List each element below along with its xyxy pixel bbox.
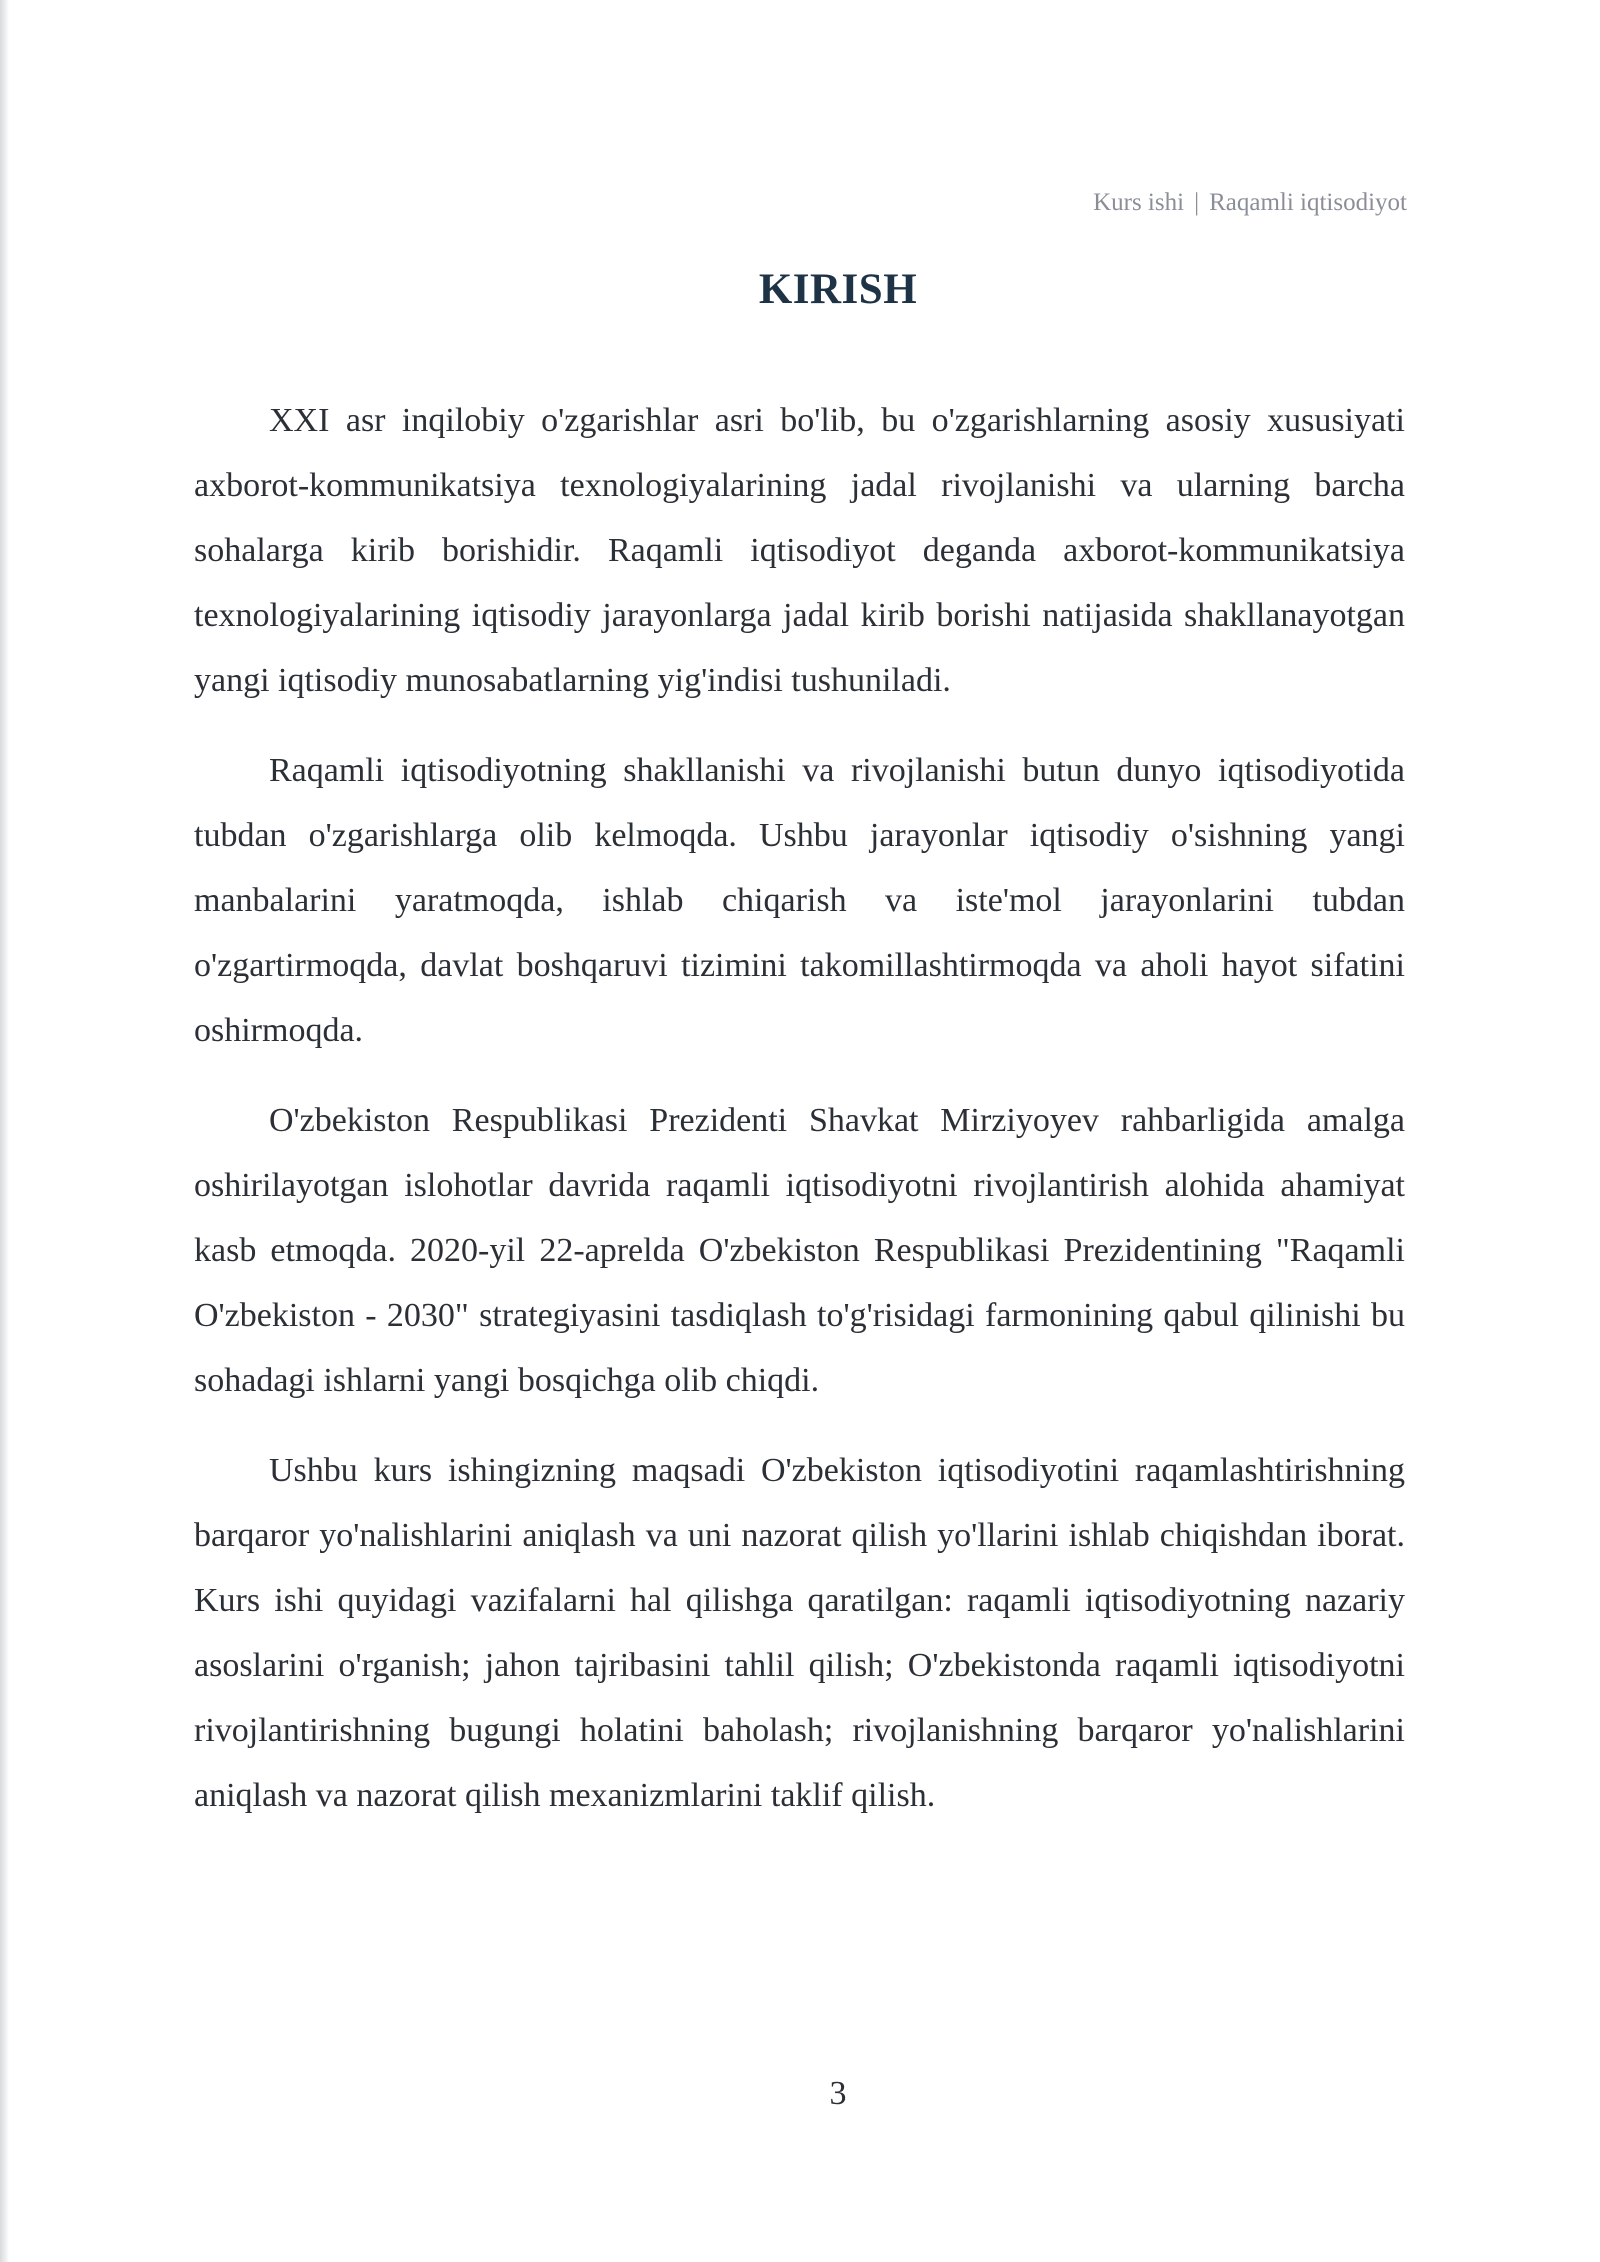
chapter-title: KIRISH (758, 266, 918, 313)
body-text (194, 388, 1405, 1853)
running-header-right: Raqamli iqtisodiyot (1209, 189, 1407, 216)
running-header-left: Kurs ishi (1093, 189, 1185, 216)
paragraph: O'zbekiston Respublikasi Prezidenti Shavkat Mirziyoyev rahbarligida amalga oshirilayotgan islohotlar davrida raqamli iqtisodiyotni rivojlantirish alohida ahamiyat kasb etmoqda. 2020-yil 22-aprelda O'zbekiston Respublikasi Prezidentining "Raqamli O'zbekiston - 2030" strategiyasini tasdiqlash to'g'risidagi farmonining qabul qilinishi bu sohadagi ishlarni yangi bosqichga olib chiqdi. (194, 1102, 1405, 1399)
paragraph: XXI asr inqilobiy o'zgarishlar asri bo'lib, bu o'zgarishlarning asosiy xususiyati axborot-kommunikatsiya texnologiyalarining jadal rivojlanishi va ularning barcha sohalarga kirib borishidir. Raqamli iqtisodiyot deganda axborot-kommunikatsiya texnologiyalarining iqtisodiy jarayonlarga jadal kirib borishi natijasida shakllanayotgan yangi iqtisodiy munosabatlarning yig'indisi tushuniladi. (194, 402, 1405, 699)
paragraph: Ushbu kurs ishingizning maqsadi O'zbekiston iqtisodiyotini raqamlashtirishning barqaror yo'nalishlarini aniqlash va uni nazorat qilish yo'llarini ishlab chiqishdan iborat. Kurs ishi quyidagi vazifalarni hal qilishga qaratilgan: raqamli iqtisodiyotning nazariy asoslarini o'rganish; jahon tajribasini tahlil qilish; O'zbekistonda raqamli iqtisodiyotni rivojlantirishning bugungi holatini baholash; rivojlanishning barqaror yo'nalishlarini aniqlash va nazorat qilish mexanizmlarini taklif qilish. (194, 1452, 1405, 1814)
running-header-separator: | (1194, 189, 1200, 216)
running-header (1093, 189, 1407, 217)
page-edge-shadow (0, 0, 9, 2262)
page-number: 3 (829, 2075, 847, 2112)
paragraph: Raqamli iqtisodiyotning shakllanishi va rivojlanishi butun dunyo iqtisodiyotida tubdan o'zgarishlarga olib kelmoqda. Ushbu jarayonlar iqtisodiy o'sishning yangi manbalarini yaratmoqda, ishlab chiqarish va iste'mol jarayonlarini tubdan o'zgartirmoqda, davlat boshqaruvi tizimini takomillashtirmoqda va aholi hayot sifatini oshirmoqda. (194, 752, 1405, 1049)
